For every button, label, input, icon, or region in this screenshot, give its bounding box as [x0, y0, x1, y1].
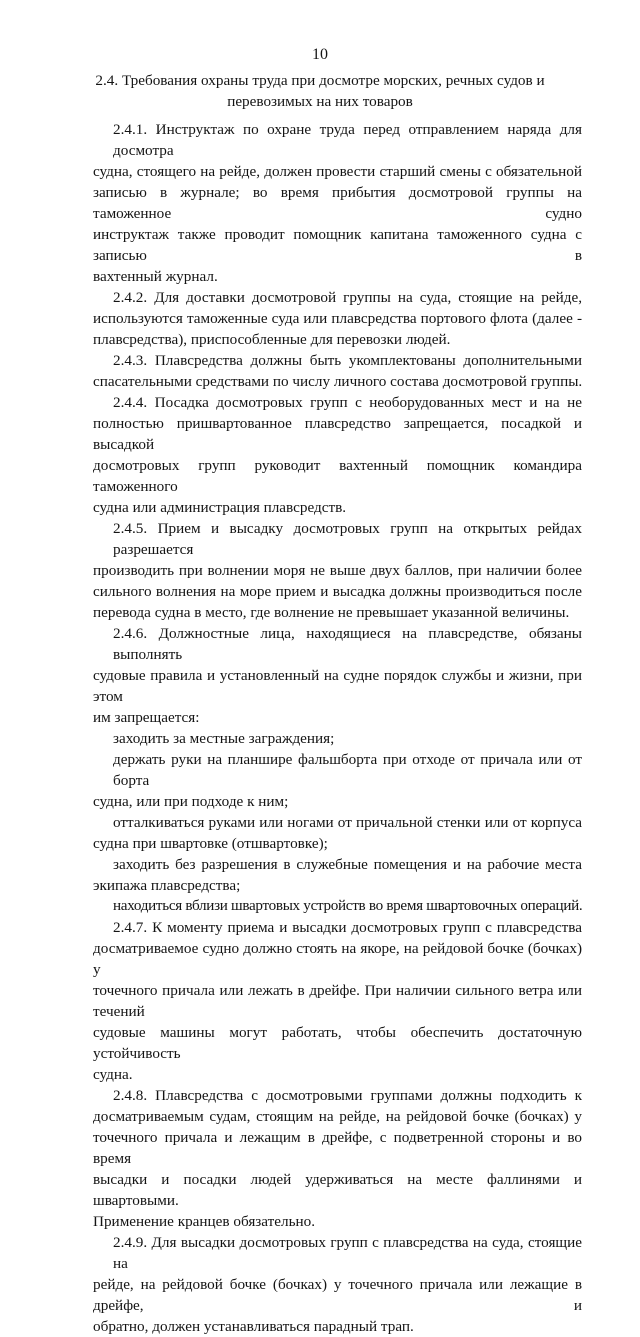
paragraph	[93, 728, 582, 749]
text-line: перевода судна в место, где волнение не превышает указанной величины.	[93, 604, 570, 621]
text-line: судна, стоящего на рейде, должен провести старший смены с обязательной	[93, 163, 582, 180]
text-line: судна при швартовке (отшвартовке);	[93, 835, 328, 852]
paragraph	[93, 119, 582, 287]
page-number: 10	[312, 46, 328, 63]
text-line: 2.4.3. Плавсредства должны быть укомплектованы дополнительными	[113, 352, 582, 369]
paragraph	[93, 749, 582, 812]
text-line: заходить за местные заграждения;	[113, 730, 335, 747]
text-line: производить при волнении моря не выше двух баллов, при наличии более	[93, 562, 582, 579]
text-line: судовые правила и установленный на судне порядок службы и жизни, при этом	[93, 667, 582, 705]
paragraph	[93, 917, 582, 1085]
paragraph	[93, 1232, 582, 1337]
text-line: спасательными средствами по числу личного состава досмотровой группы.	[93, 373, 583, 390]
paragraph	[93, 896, 582, 917]
section-heading	[90, 70, 550, 112]
text-line: судна или администрация плавсредств.	[93, 499, 347, 516]
document-body	[93, 119, 582, 1337]
text-line: судна.	[93, 1066, 133, 1083]
paragraph	[93, 350, 582, 392]
text-line: держать руки на планшире фальшборта при отходе от причала или от борта	[113, 751, 582, 789]
text-line: обратно, должен устанавливаться парадный трап.	[93, 1318, 414, 1335]
text-line: им запрещается:	[93, 709, 200, 726]
text-line: высадки и посадки людей удерживаться на месте фаллинями и швартовыми.	[93, 1171, 582, 1209]
text-line: 2.4.5. Прием и высадку досмотровых групп на открытых рейдах разрешается	[113, 520, 582, 558]
paragraph	[93, 1085, 582, 1232]
paragraph	[93, 518, 582, 623]
paragraph	[93, 392, 582, 518]
text-line: сильного волнения на море прием и высадка должны производиться после	[93, 583, 582, 600]
text-line: точечного причала и лежащим в дрейфе, с подветренной стороны и во время	[93, 1129, 582, 1167]
text-line: 2.4.6. Должностные лица, находящиеся на плавсредстве, обязаны выполнять	[113, 625, 582, 663]
text-line: вахтенный журнал.	[93, 268, 218, 285]
text-line: заходить без разрешения в служебные помещения и на рабочие места	[113, 856, 582, 873]
paragraph	[93, 623, 582, 728]
text-line: отталкиваться руками или ногами от причальной стенки или от корпуса	[113, 814, 582, 831]
text-line: записью в журнале; во время прибытия досмотровой группы на таможенное судно	[93, 184, 582, 222]
text-line: рейде, на рейдовой бочке (бочках) у точечного причала или лежащие в дрейфе, и	[93, 1276, 582, 1314]
text-line: 2.4.7. К моменту приема и высадки досмотровых групп с плавсредства	[113, 919, 582, 936]
heading-line: 2.4. Требования охраны труда при досмотре морских, речных судов и	[95, 72, 545, 89]
text-line: 2.4.2. Для доставки досмотровой группы на суда, стоящие на рейде,	[113, 289, 582, 306]
text-line: точечного причала или лежать в дрейфе. При наличии сильного ветра или течений	[93, 982, 582, 1020]
text-line: используются таможенные суда или плавсредства портового флота (далее -	[93, 310, 582, 327]
text-line: Применение кранцев обязательно.	[93, 1213, 316, 1230]
text-line: плавсредства), приспособленные для перевозки людей.	[93, 331, 451, 348]
text-line: 2.4.8. Плавсредства с досмотровыми группами должны подходить к	[113, 1087, 582, 1104]
text-line: 2.4.9. Для высадки досмотровых групп с плавсредства на суда, стоящие на	[113, 1234, 582, 1272]
paragraph	[93, 812, 582, 854]
paragraph	[93, 854, 582, 896]
text-line: досмотровых групп руководит вахтенный помощник командира таможенного	[93, 457, 582, 495]
paragraph	[93, 287, 582, 350]
text-line: 2.4.4. Посадка досмотровых групп с необорудованных мест и на не	[113, 394, 582, 411]
text-line: досматриваемое судно должно стоять на якоре, на рейдовой бочке (бочках) у	[93, 940, 582, 978]
text-line: полностью пришвартованное плавсредство запрещается, посадкой и высадкой	[93, 415, 582, 453]
text-line: инструктаж также проводит помощник капитана таможенного судна с записью в	[93, 226, 582, 264]
text-line: судна, или при подходе к ним;	[93, 793, 289, 810]
text-line: экипажа плавсредства;	[93, 877, 241, 894]
text-line: находиться вблизи швартовых устройств во время швартовочных операций.	[113, 898, 583, 914]
heading-line: перевозимых на них товаров	[227, 93, 413, 110]
text-line: 2.4.1. Инструктаж по охране труда перед отправлением наряда для досмотра	[113, 121, 582, 159]
text-line: досматриваемым судам, стоящим на рейде, на рейдовой бочке (бочках) у	[93, 1108, 582, 1125]
text-line: судовые машины могут работать, чтобы обеспечить достаточную устойчивость	[93, 1024, 582, 1062]
